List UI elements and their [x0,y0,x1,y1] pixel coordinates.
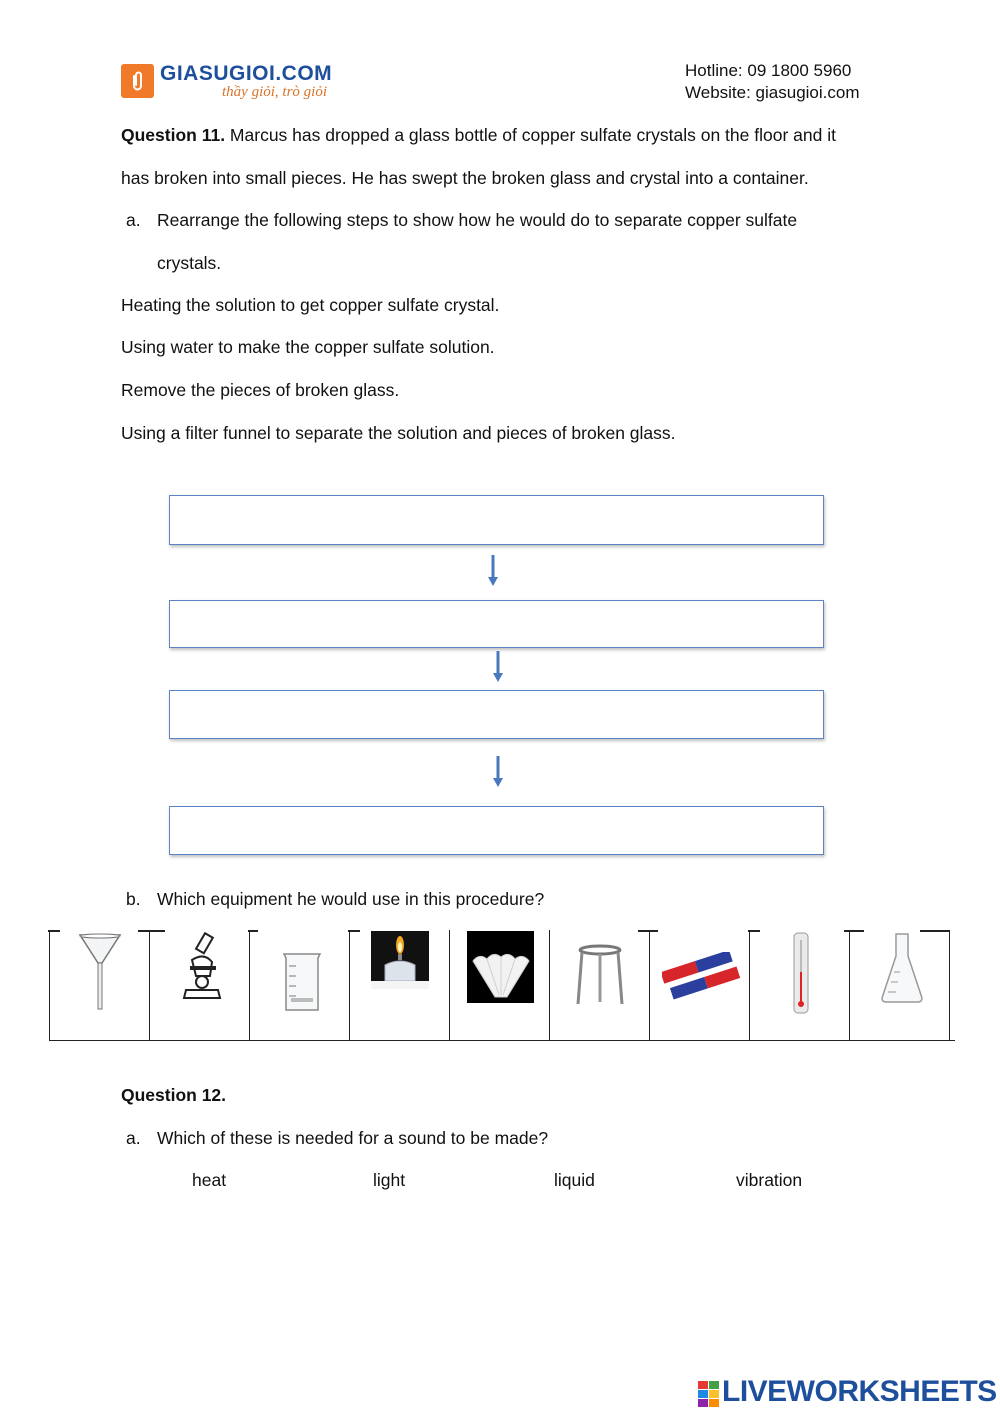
logo-name: GIASUGIOI.COM [160,62,333,85]
question-11-label: Question 11. [121,125,226,145]
logo-slogan: thầy giỏi, trò giỏi [222,84,327,100]
equipment-cell[interactable] [550,930,650,1040]
microscope-icon [180,932,224,1000]
step-option[interactable]: Heating the solution to get copper sulfate crystal. [121,295,500,315]
question-12-label: Question 12. [121,1085,227,1105]
equipment-cell[interactable] [850,930,950,1040]
paperclip-icon [128,70,147,92]
answer-box-4[interactable] [169,806,824,855]
answer-option-heat[interactable]: heat [192,1170,227,1190]
equipment-cell[interactable] [250,930,350,1040]
answer-box-1[interactable] [169,495,824,545]
equipment-strip [49,930,955,1041]
answer-box-3[interactable] [169,690,824,739]
spirit-burner-icon [371,931,429,989]
part-a-text-line1: Rearrange the following steps to show how he would do to separate copper sulfate [157,210,798,230]
part-a-text-line2: crystals. [157,253,222,273]
answer-option-liquid[interactable]: liquid [554,1170,595,1190]
arrow-down-icon [492,651,504,683]
equipment-cell[interactable] [50,930,150,1040]
website: Website: giasugioi.com [685,83,860,102]
answer-box-2[interactable] [169,600,824,648]
conical-flask-icon [880,932,924,1004]
equipment-cell[interactable] [450,930,550,1040]
equipment-cell[interactable] [350,930,450,1040]
thermometer-icon [793,932,809,1014]
equipment-cell[interactable] [150,930,250,1040]
answer-option-vibration[interactable]: vibration [736,1170,803,1190]
logo-mark [121,64,154,98]
part-b-text: Which equipment he would use in this procedure? [157,889,545,909]
q12-part-a-text: Which of these is needed for a sound to be made? [157,1128,549,1148]
tripod-icon [575,944,625,1008]
arrow-down-icon [492,756,504,788]
question-11-intro-line1: Question 11. Marcus has dropped a glass bottle of copper sulfate crystals on the floor and it [121,125,836,145]
equipment-cell[interactable] [650,930,750,1040]
question-11-intro-line2: has broken into small pieces. He has swept the broken glass and crystal into a container. [121,168,809,188]
step-option[interactable]: Remove the pieces of broken glass. [121,380,400,400]
equipment-cell[interactable] [750,930,850,1040]
liveworksheets-logo-icon [698,1381,720,1407]
hotline: Hotline: 09 1800 5960 [685,61,852,80]
step-option[interactable]: Using water to make the copper sulfate solution. [121,337,495,357]
answer-option-light[interactable]: light [373,1170,406,1190]
magnets-icon [662,952,740,1002]
filter-paper-icon [467,931,534,1003]
filter-funnel-icon [78,933,122,1013]
liveworksheets-brand: LIVEWORKSHEETS [722,1375,997,1408]
arrow-down-icon [487,555,499,587]
step-option[interactable]: Using a filter funnel to separate the solution and pieces of broken glass. [121,423,676,443]
q12-part-a-marker: a. [126,1128,141,1148]
beaker-icon [280,950,324,1014]
part-b-marker: b. [126,889,141,909]
part-a-marker: a. [126,210,141,230]
